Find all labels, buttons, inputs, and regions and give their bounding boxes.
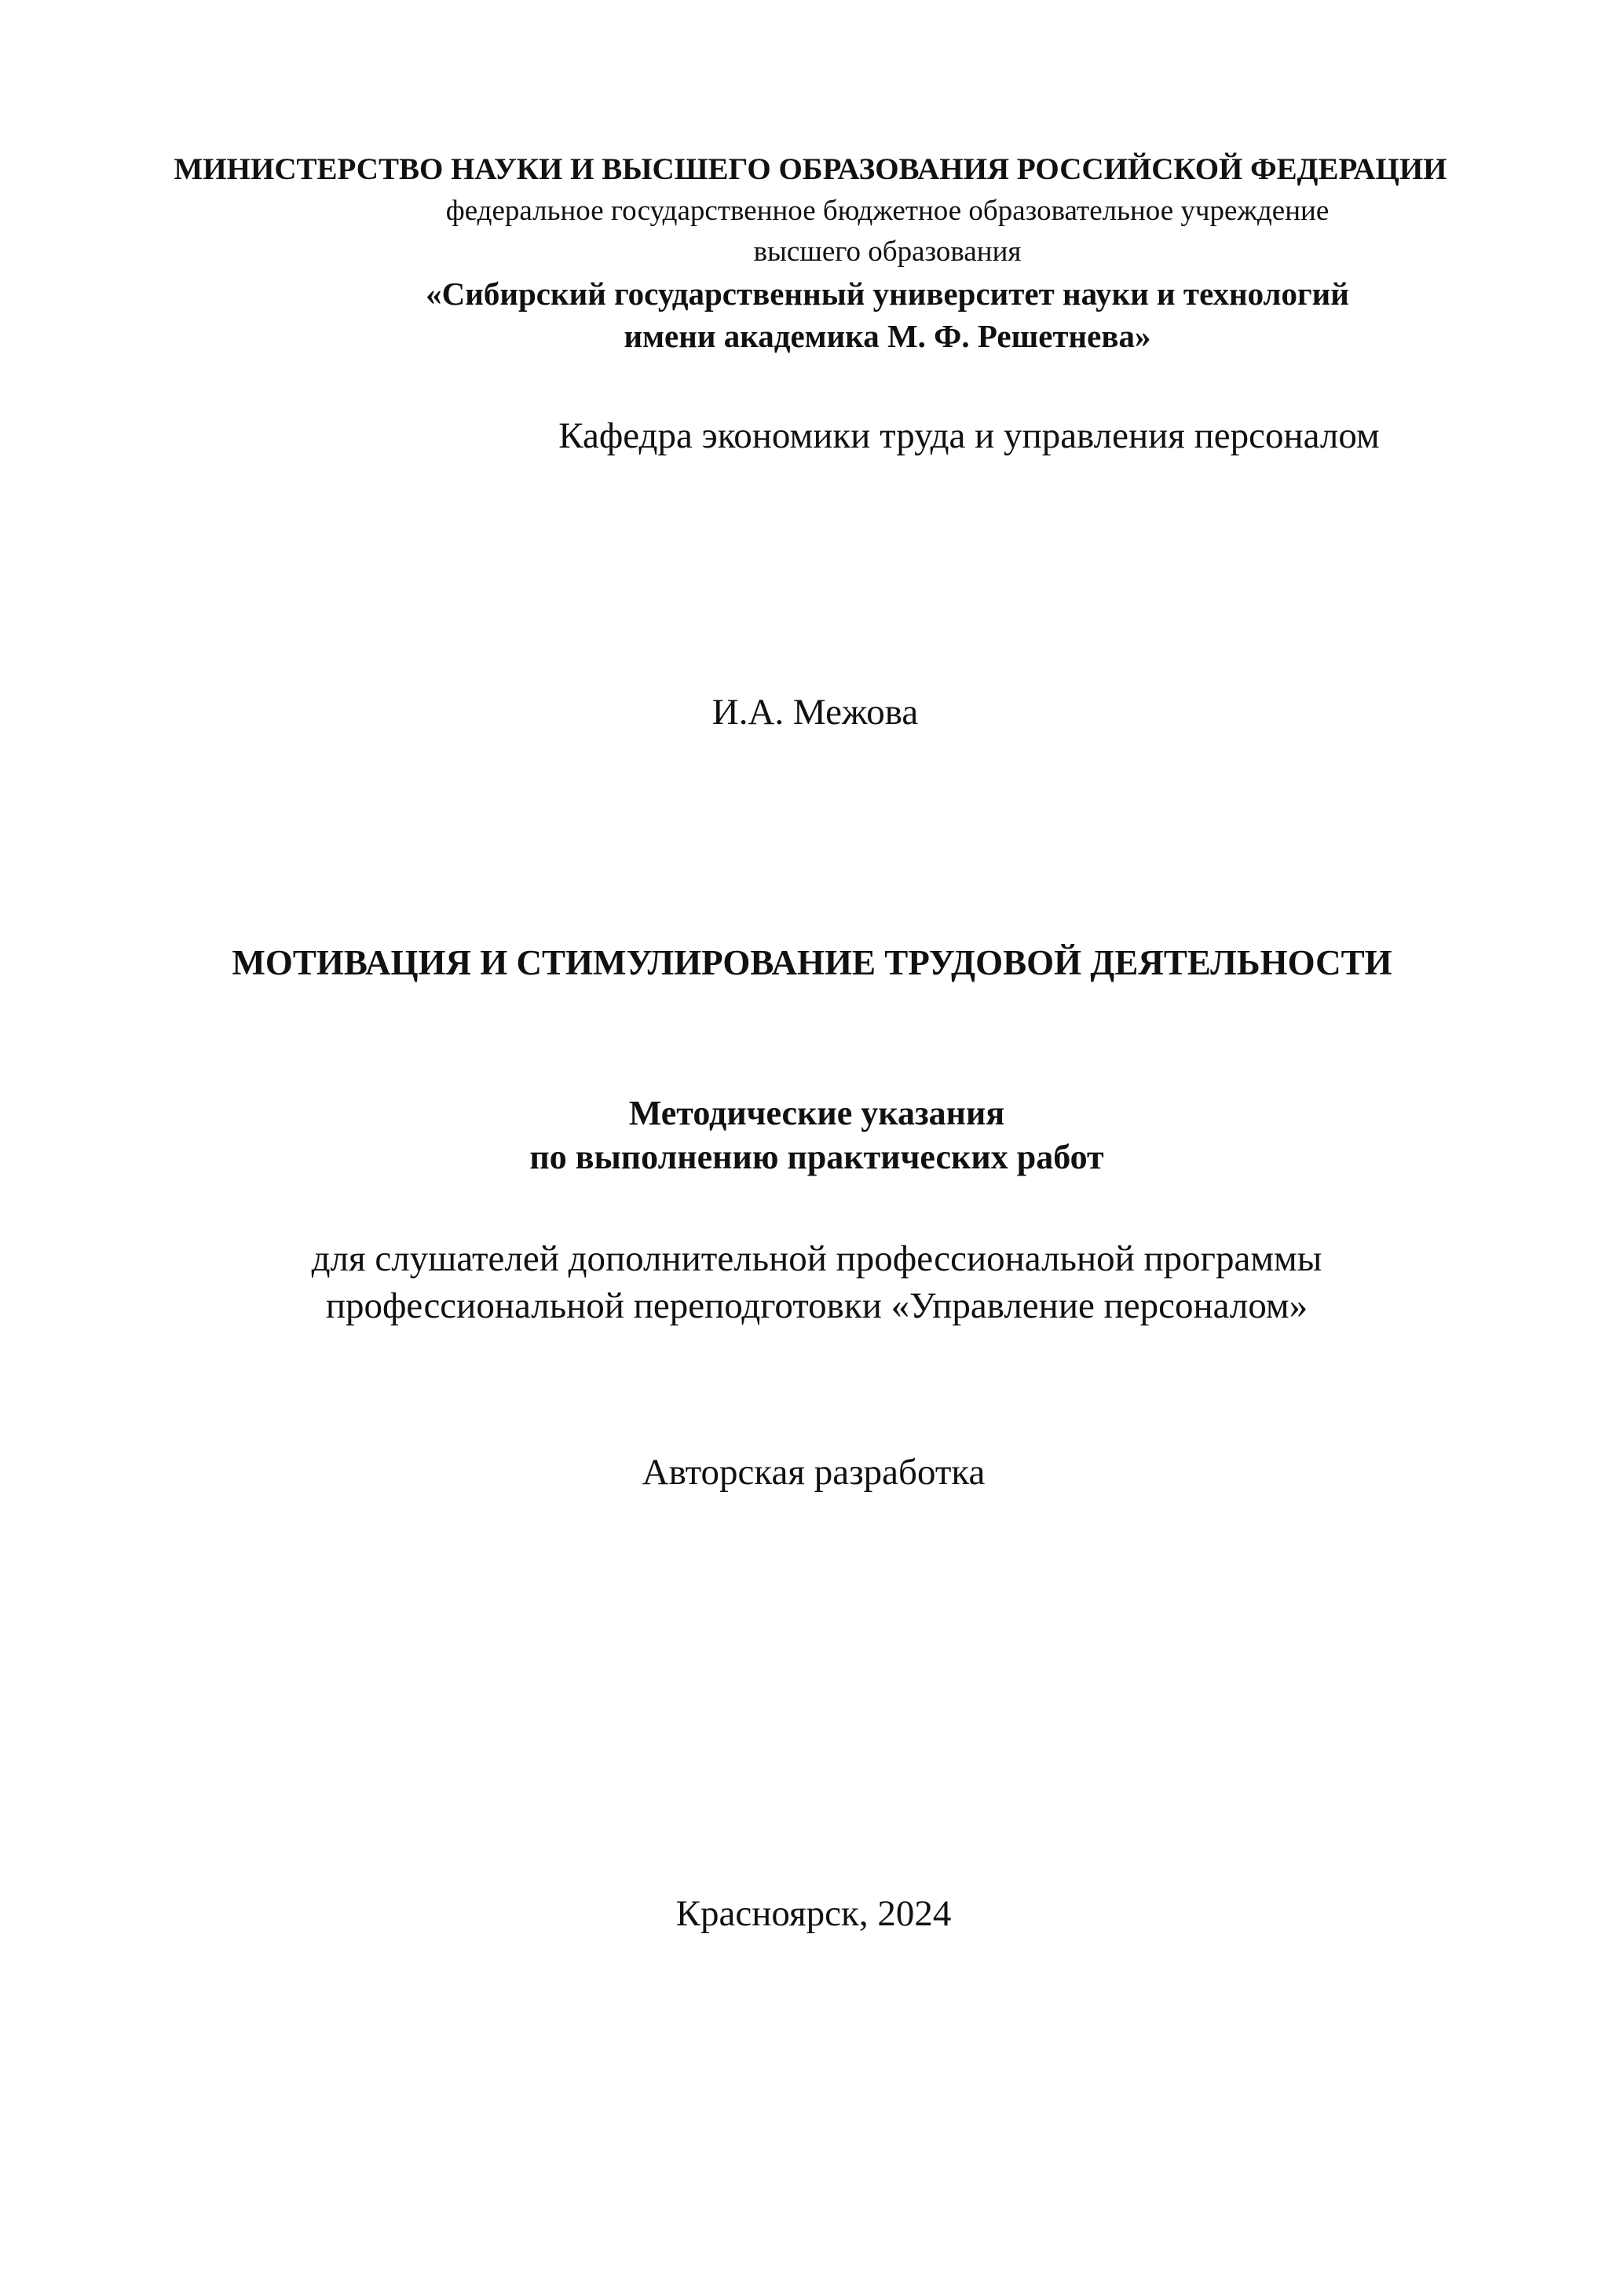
institution-type-line-2: высшего образования: [753, 236, 1022, 268]
work-type: Авторская разработка: [642, 1452, 986, 1493]
ministry-heading: МИНИСТЕРСТВО НАУКИ И ВЫСШЕГО ОБРАЗОВАНИЯ РОССИЙСКОЙ ФЕДЕРАЦИИ: [174, 152, 1447, 186]
subtitle-line-1: Методические указания: [628, 1094, 1005, 1132]
university-name-line-1: «Сибирский государственный университет науки и технологий: [426, 276, 1349, 312]
department-name: Кафедра экономики труда и управления персоналом: [558, 415, 1380, 456]
audience-line-2: профессиональной переподготовки «Управление персоналом»: [325, 1285, 1308, 1326]
university-name-line-2: имени академика М. Ф. Решетнева»: [624, 318, 1151, 354]
audience-line-1: для слушателей дополнительной профессиональной программы: [311, 1238, 1322, 1279]
author-name: И.А. Межова: [711, 692, 919, 733]
city-year: Красноярск, 2024: [675, 1893, 952, 1934]
institution-type-line-1: федеральное государственное бюджетное образовательное учреждение: [445, 195, 1330, 227]
subtitle-line-2: по выполнению практических работ: [529, 1138, 1104, 1176]
document-title: МОТИВАЦИЯ И СТИМУЛИРОВАНИЕ ТРУДОВОЙ ДЕЯТЕЛЬНОСТИ: [232, 943, 1392, 982]
